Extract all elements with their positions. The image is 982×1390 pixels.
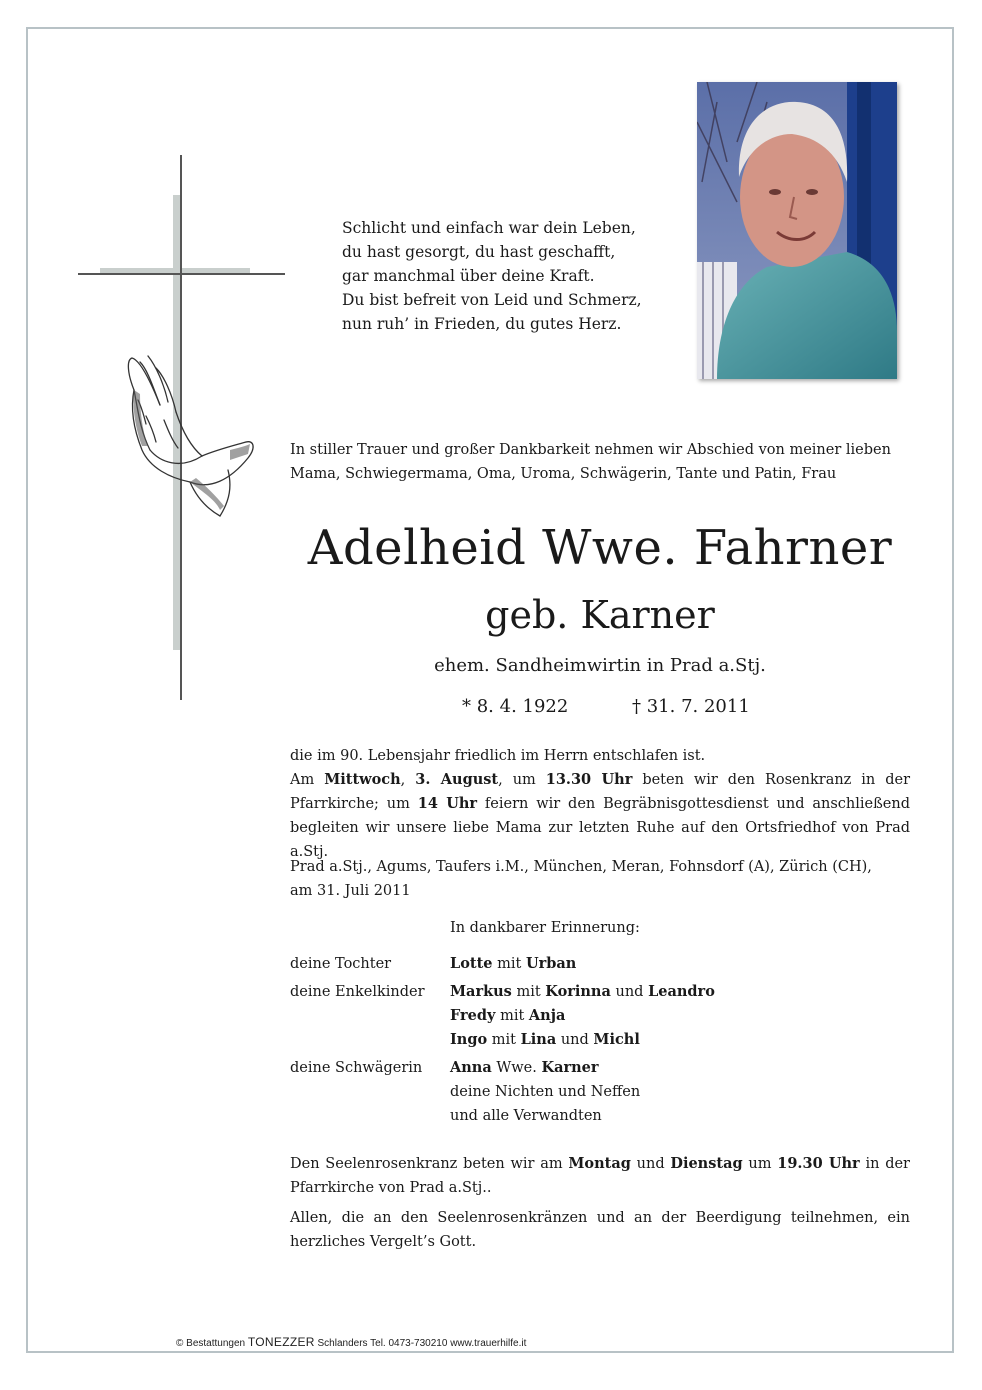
family-names: Lotte mit Urban [450, 955, 577, 972]
rosary-paragraph: Den Seelenrosenkranz beten wir am Montag und Dienstag um 19.30 Uhr in der Pfarrkirche von Prad a.Stj.. [290, 1155, 910, 1196]
maiden-name: geb. Karner [485, 593, 715, 637]
intro-line: In stiller Trauer und großer Dankbarkeit nehmen wir Abschied von meiner lieben [290, 442, 891, 458]
family-names: Markus mit Korinna und Leandro [450, 983, 715, 1000]
footer-prefix: © Bestattungen [176, 1338, 246, 1349]
date-line: am 31. Juli 2011 [290, 883, 411, 899]
family-row-daughter [290, 952, 715, 976]
footer-credit [176, 1335, 526, 1349]
family-names: deine Nichten und Neffen [450, 1084, 641, 1100]
thanks-paragraph: Allen, die an den Seelenrosenkränzen und an der Beerdigung teilnehmen, ein herzliches Vergelt’s Gott. [290, 1210, 910, 1250]
places-line: Prad a.Stj., Agums, Taufers i.M., München, Meran, Fohnsdorf (A), Zürich (CH), [290, 859, 872, 875]
praying-hands-icon [120, 350, 260, 525]
profession: ehem. Sandheimwirtin in Prad a.Stj. [434, 655, 766, 676]
poem-line: nun ruh’ in Frieden, du gutes Herz. [342, 315, 622, 333]
family-row-sister-in-law [290, 1056, 715, 1128]
intro-line: Mama, Schwiegermama, Oma, Uroma, Schwägerin, Tante und Patin, Frau [290, 466, 837, 482]
gratitude [450, 916, 750, 940]
poem-line: gar manchmal über deine Kraft. [342, 267, 595, 285]
rosary-notice [290, 1152, 910, 1200]
portrait-photo [697, 82, 897, 379]
passing-line: die im 90. Lebensjahr friedlich im Herrn entschlafen ist. [290, 748, 706, 764]
poem-line: Schlicht und einfach war dein Leben, [342, 219, 636, 237]
footer-contact: Schlanders Tel. 0473-730210 www.trauerhilfe.it [317, 1338, 527, 1349]
family-names: Ingo mit Lina und Michl [450, 1031, 640, 1048]
relation-label: deine Tochter [290, 956, 392, 972]
passing-notice [290, 744, 910, 768]
thanks-notice [290, 1206, 910, 1254]
cross-horizontal-bar [78, 273, 285, 275]
birth-date: * 8. 4. 1922 [462, 696, 569, 717]
poem-line: Du bist befreit von Leid und Schmerz, [342, 291, 642, 309]
relation-label: deine Schwägerin [290, 1060, 423, 1076]
family-names: Anna Wwe. Karner [450, 1059, 599, 1076]
poem-line: du hast gesorgt, du hast geschafft, [342, 243, 616, 261]
service-notice [290, 768, 910, 864]
family-names: und alle Verwandten [450, 1108, 602, 1124]
relation-label: deine Enkelkinder [290, 984, 425, 1000]
gratitude-line: In dankbarer Erinnerung: [450, 920, 640, 936]
places-notice [290, 855, 910, 903]
memorial-poem [342, 216, 642, 336]
footer-brand: TONEZZER [247, 1335, 315, 1349]
family-list [290, 952, 715, 1128]
family-row-grandchildren [290, 980, 715, 1052]
intro-text [290, 438, 920, 486]
death-date: † 31. 7. 2011 [632, 696, 750, 717]
service-paragraph: Am Mittwoch, 3. August, um 13.30 Uhr beten wir den Rosenkranz in der Pfarrkirche; um 14 Uhr feiern wir den Begräbnisgottesdienst und anschließend begleiten wir unsere liebe Mama zur letzten Ruhe auf den Ortsfriedhof von Prad a.Stj. [290, 771, 911, 860]
family-names: Fredy mit Anja [450, 1007, 566, 1024]
deceased-name: Adelheid Wwe. Fahrner [307, 520, 893, 576]
